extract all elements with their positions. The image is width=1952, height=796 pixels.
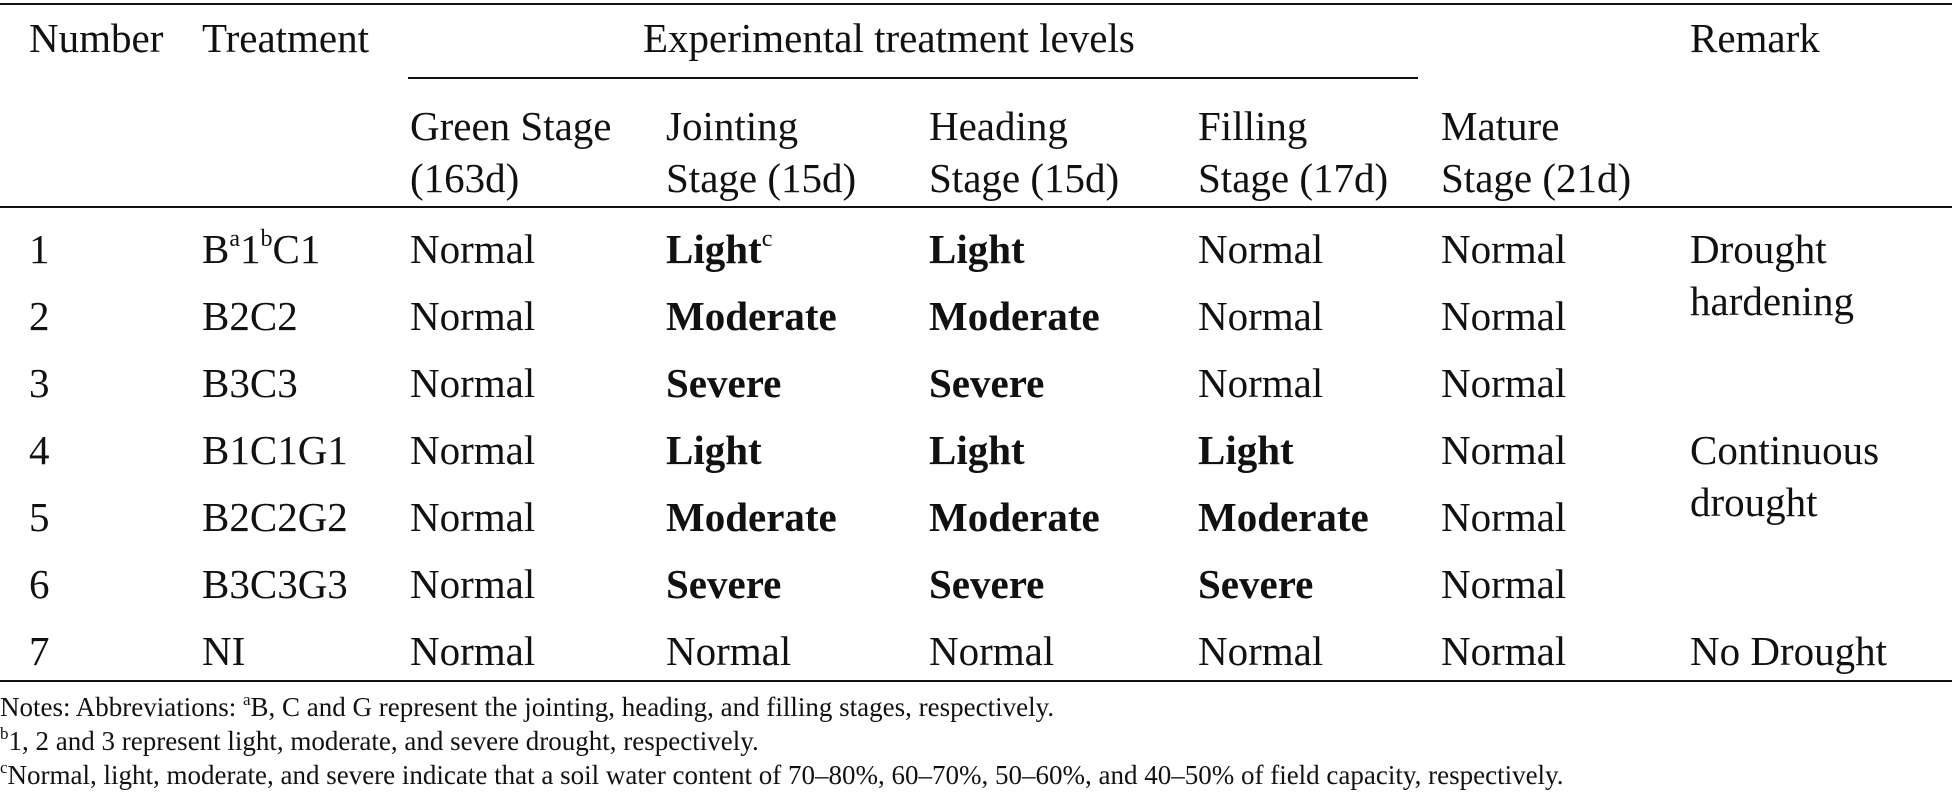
row3-number: 3 [29,360,50,406]
row1-filling: Normal [1198,226,1324,272]
table-notes [0,690,1564,792]
row4-mature: Normal [1441,427,1567,473]
row5-treatment: B2C2G2 [202,494,348,540]
header-mature-stage: Mature Stage (21d) [1441,103,1632,201]
row5-number: 5 [29,494,50,540]
table-bottom-rule [0,680,1952,682]
row5-green: Normal [410,494,536,540]
row1-treatment: $B^a1^bC1$ [202,226,321,272]
row1-number: 1 [29,226,50,272]
row1-jointing: Light$^c$ [666,226,773,272]
header-jointing-stage: Jointing Stage (15d) [666,103,857,201]
row6-number: 6 [29,561,50,607]
row7-mature: Normal [1441,628,1567,674]
row5-heading: Moderate [929,494,1100,540]
row6-green: Normal [410,561,536,607]
header-green-stage: Green Stage (163d) [410,103,612,201]
spanning-header-rule [408,77,1418,79]
header-number: Number [29,15,164,61]
row6-heading: Severe [929,561,1045,607]
row2-green: Normal [410,293,536,339]
header-experimental-levels: Experimental treatment levels [643,15,1135,61]
note-c: $^c$Normal, light, moderate, and severe indicate that a soil water content of 70–80%, 60–70%, 50–60%, and 40–50% of field capacity, respectively. [0,758,1564,790]
row1-mature: Normal [1441,226,1567,272]
remark-no-drought: No Drought [1690,628,1888,674]
row5-jointing: Moderate [666,494,837,540]
row4-jointing: Light [666,427,762,473]
row2-treatment: B2C2 [202,293,298,339]
row4-filling: Light [1198,427,1294,473]
header-bottom-rule [0,206,1952,208]
row1-heading: Light [929,226,1025,272]
row3-mature: Normal [1441,360,1567,406]
row2-mature: Normal [1441,293,1567,339]
header-treatment: Treatment [202,15,370,61]
row5-mature: Normal [1441,494,1567,540]
row1-green: Normal [410,226,536,272]
remark-continuous-drought: Continuous drought [1690,427,1880,525]
row7-jointing: Normal [666,628,792,674]
row3-jointing: Severe [666,360,782,406]
row3-heading: Severe [929,360,1045,406]
row2-filling: Normal [1198,293,1324,339]
header-filling-stage: Filling Stage (17d) [1198,103,1389,201]
row4-green: Normal [410,427,536,473]
row7-heading: Normal [929,628,1055,674]
row2-jointing: Moderate [666,293,837,339]
row6-treatment: B3C3G3 [202,561,348,607]
row3-filling: Normal [1198,360,1324,406]
row6-mature: Normal [1441,561,1567,607]
row4-heading: Light [929,427,1025,473]
remark-drought-hardening: Drought hardening [1690,226,1854,324]
row7-green: Normal [410,628,536,674]
row2-heading: Moderate [929,293,1100,339]
row3-green: Normal [410,360,536,406]
row4-treatment: B1C1G1 [202,427,348,473]
row7-filling: Normal [1198,628,1324,674]
note-b: $^b$1, 2 and 3 represent light, moderate, and severe drought, respectively. [0,724,759,756]
row4-number: 4 [29,427,50,473]
row7-treatment: NI [202,628,246,674]
header-heading-stage: Heading Stage (15d) [929,103,1120,201]
note-a: Notes: Abbreviations: $^a$B, C and G represent the jointing, heading, and filling stages, respectively. [0,690,1055,722]
row2-number: 2 [29,293,50,339]
row6-jointing: Severe [666,561,782,607]
table-top-rule [0,3,1952,5]
header-remark: Remark [1690,15,1820,61]
row3-treatment: B3C3 [202,360,298,406]
row5-filling: Moderate [1198,494,1369,540]
row7-number: 7 [29,628,50,674]
row6-filling: Severe [1198,561,1314,607]
